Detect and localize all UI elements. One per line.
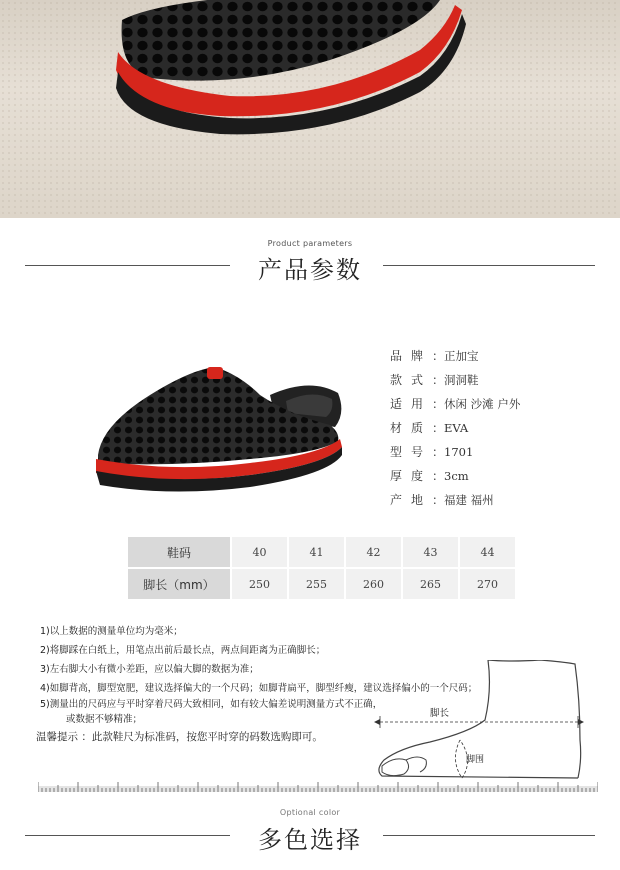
param-value: 3cm — [444, 469, 469, 483]
length-cell: 260 — [344, 569, 401, 599]
length-cell: 250 — [230, 569, 287, 599]
size-row — [128, 537, 515, 567]
size-table — [128, 535, 515, 601]
size-cell: 44 — [458, 537, 515, 567]
param-value: 福建 福州 — [444, 493, 494, 507]
note-item: 1)以上数据的测量单位均为毫米； — [40, 626, 183, 637]
param-label: 品牌 — [390, 349, 433, 363]
note-item: 3)左右脚大小有微小差距，应以偏大脚的数据为准； — [40, 664, 259, 675]
size-cell: 42 — [344, 537, 401, 567]
param-colon: ： — [432, 493, 445, 507]
product-shoe-image — [90, 355, 350, 505]
param-row-model — [390, 440, 520, 464]
section-title-en: Optional color — [279, 808, 341, 817]
param-row-brand — [390, 344, 520, 368]
length-cell: 255 — [287, 569, 344, 599]
param-value: EVA — [444, 421, 469, 435]
param-label: 厚度 — [390, 469, 433, 483]
param-row-style — [390, 368, 520, 392]
ruler-graphic — [38, 778, 598, 794]
section-title-en: Product parameters — [267, 239, 353, 248]
size-cell: 43 — [401, 537, 458, 567]
param-colon: ： — [432, 373, 445, 387]
divider-right — [383, 835, 595, 836]
size-cell: 41 — [287, 537, 344, 567]
hero-image — [0, 0, 620, 218]
param-label: 材质 — [390, 421, 433, 435]
param-value: 1701 — [444, 445, 474, 459]
foot-girth-label: 脚围 — [466, 755, 485, 765]
note-item: 2)将脚踩在白纸上，用笔点出前后最长点，两点间距离为正确脚长； — [40, 645, 326, 656]
length-row — [128, 569, 515, 599]
param-value: 休闲 沙滩 户外 — [444, 397, 521, 411]
param-label: 适用 — [390, 397, 433, 411]
optional-color-header — [0, 808, 620, 868]
param-colon: ： — [432, 421, 445, 435]
tip-text: 温馨提示 ：此款鞋尺为标准码，按您平时穿的码数选购即可。 — [36, 731, 323, 743]
param-colon: ： — [432, 397, 445, 411]
param-colon: ： — [432, 469, 445, 483]
length-row-header: 脚长（mm） — [128, 569, 230, 599]
param-label: 款式 — [390, 373, 433, 387]
param-row-material — [390, 416, 520, 440]
measure-notes — [36, 622, 478, 747]
foot-length-label: 脚长 — [430, 708, 450, 719]
param-label: 型号 — [390, 445, 433, 459]
section-title-cn: 多色选择 — [258, 826, 362, 854]
param-row-origin — [390, 488, 520, 512]
section-title-cn: 产品参数 — [258, 256, 362, 284]
hero-shoe-illustration — [0, 0, 620, 218]
length-cell: 270 — [458, 569, 515, 599]
param-colon: ： — [432, 445, 445, 459]
note-item: 4)如脚背高，脚型宽肥，建议选择偏大的一个尺码；如脚背扁平，脚型纤瘦，建议选择偏小的一个尺码； — [40, 683, 478, 694]
note-item: 5)测量出的尺码应与平时穿着尺码大致相同，如有较大偏差说明测量方式不正确， — [40, 699, 383, 710]
param-value: 洞洞鞋 — [444, 373, 479, 387]
param-label: 产地 — [390, 493, 433, 507]
param-value: 正加宝 — [444, 349, 479, 363]
param-row-usage — [390, 392, 520, 416]
note-item-continued: 或数据不够精准； — [66, 714, 143, 725]
param-colon: ： — [432, 349, 445, 363]
product-params-header — [0, 238, 620, 298]
size-row-header: 鞋码 — [128, 537, 230, 567]
divider-right — [383, 265, 595, 266]
length-cell: 265 — [401, 569, 458, 599]
size-cell: 40 — [230, 537, 287, 567]
param-row-thickness — [390, 464, 520, 488]
param-list — [390, 344, 520, 512]
